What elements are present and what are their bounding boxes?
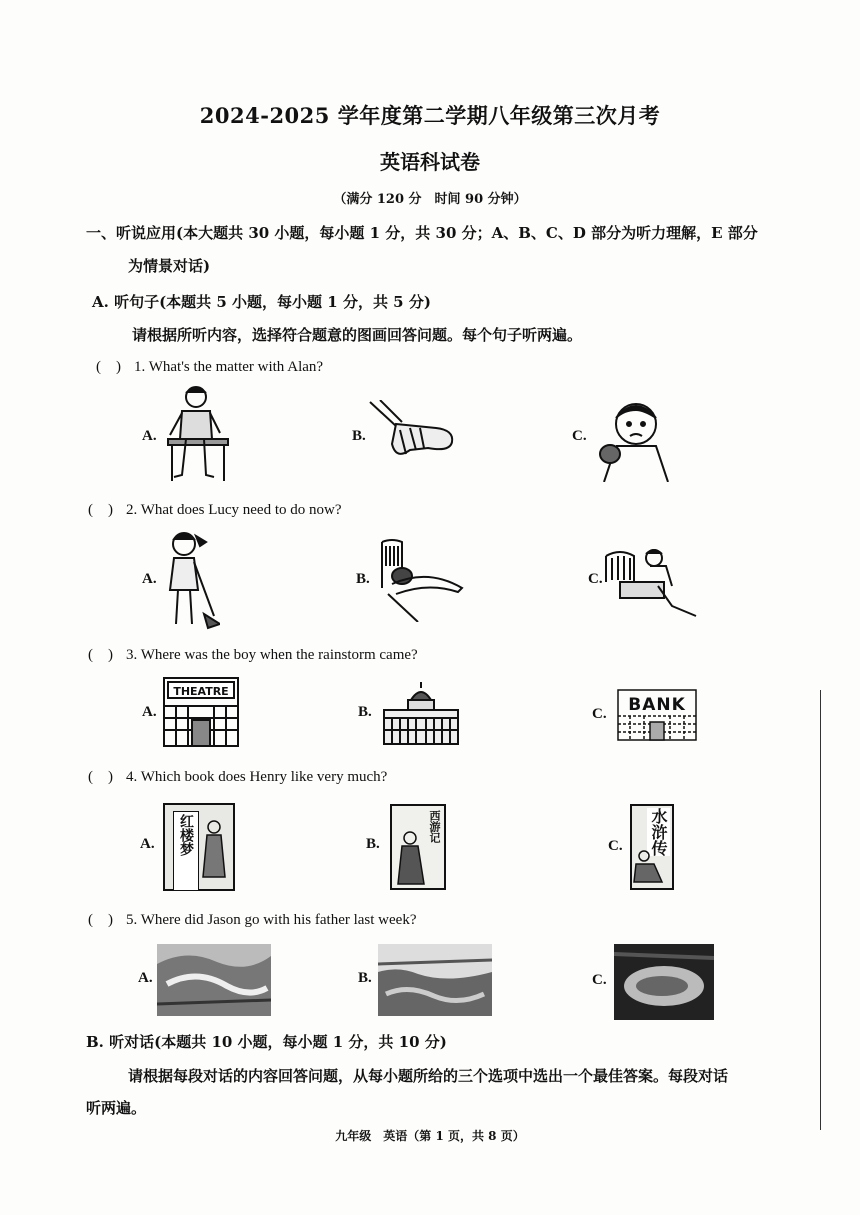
option-label-a: A.: [142, 571, 157, 587]
option-label-b: B.: [358, 704, 372, 720]
bank-building-image[interactable]: [616, 688, 698, 742]
book-title: 水浒传: [649, 808, 668, 856]
option-label-b: B.: [356, 571, 370, 587]
boy-in-bed-image[interactable]: [378, 538, 464, 622]
book-title: 西游记: [428, 810, 441, 843]
answer-blank[interactable]: ( ): [88, 912, 113, 928]
girl-making-bed-image[interactable]: [602, 546, 698, 618]
exam-title: 2024-2025 学年度第二学期八年级第三次月考: [199, 103, 661, 128]
answer-blank[interactable]: ( ): [96, 359, 121, 375]
landscape-photo-a[interactable]: [157, 944, 271, 1016]
exam-info: （满分 120 分 时间 90 分钟）: [333, 192, 527, 207]
landscape-photo-c[interactable]: [614, 944, 714, 1020]
landscape-photo-b[interactable]: [378, 944, 492, 1016]
question-2: ( ) 2. What does Lucy need to do now?: [88, 498, 342, 519]
margin-rule: [820, 690, 821, 1130]
answer-blank[interactable]: ( ): [88, 769, 113, 785]
option-label-b: B.: [352, 428, 366, 444]
book-hongloumeng-image[interactable]: [163, 803, 235, 891]
option-label-c: C.: [592, 706, 607, 722]
part-b-instruction-cont: 听两遍。: [86, 1099, 147, 1117]
option-label-b: B.: [366, 836, 380, 852]
option-label-a: A.: [138, 970, 153, 986]
answer-blank[interactable]: ( ): [88, 647, 113, 663]
option-label-a: A.: [142, 704, 157, 720]
option-label-c: C.: [588, 571, 603, 587]
bank-sign: BANK: [628, 695, 686, 715]
option-label-a: A.: [142, 428, 157, 444]
exam-subject: 英语科试卷: [380, 150, 480, 174]
book-xiyouji-image[interactable]: [390, 804, 446, 890]
option-label-c: C.: [572, 428, 587, 444]
part-b-instruction: 请根据每段对话的内容回答问题，从每小题所给的三个选项中选出一个最佳答案。每段对话: [128, 1067, 729, 1085]
theatre-sign: THEATRE: [173, 685, 229, 698]
book-shuihuzhuan-image[interactable]: [630, 804, 674, 890]
question-5: ( ) 5. Where did Jason go with his father last week?: [88, 908, 416, 929]
domed-building-image[interactable]: [380, 680, 462, 746]
boy-sitting-image[interactable]: [160, 383, 235, 483]
book-title: 红楼梦: [173, 811, 199, 891]
part-a-instruction: 请根据所听内容，选择符合题意的图画回答问题。每个句子听两遍。: [132, 326, 583, 344]
part-b-title: B. 听对话(本题共 10 小题，每小题 1 分，共 10 分): [86, 1033, 447, 1051]
option-label-c: C.: [608, 838, 623, 854]
option-label-a: A.: [140, 836, 155, 852]
bandaged-foot-image[interactable]: [366, 400, 458, 470]
option-label-b: B.: [358, 970, 372, 986]
question-1: ( ) 1. What's the matter with Alan?: [96, 355, 323, 376]
answer-blank[interactable]: ( ): [88, 502, 113, 518]
section-heading: 一、听说应用(本大题共 30 小题，每小题 1 分，共 30 分；A、B、C、D 部分为听力理解，E 部分: [86, 224, 758, 242]
page-footer: 九年级 英语（第 1 页，共 8 页）: [335, 1129, 525, 1143]
boy-holding-stomach-image[interactable]: [594, 396, 678, 482]
girl-sweeping-image[interactable]: [160, 528, 220, 630]
option-label-c: C.: [592, 972, 607, 988]
section-heading-cont: 为情景对话): [128, 257, 211, 275]
theatre-building-image[interactable]: [162, 676, 240, 748]
part-a-title: A. 听句子(本题共 5 小题，每小题 1 分，共 5 分): [92, 293, 431, 311]
question-3: ( ) 3. Where was the boy when the rainstorm came?: [88, 643, 418, 664]
question-4: ( ) 4. Which book does Henry like very much?: [88, 765, 387, 786]
